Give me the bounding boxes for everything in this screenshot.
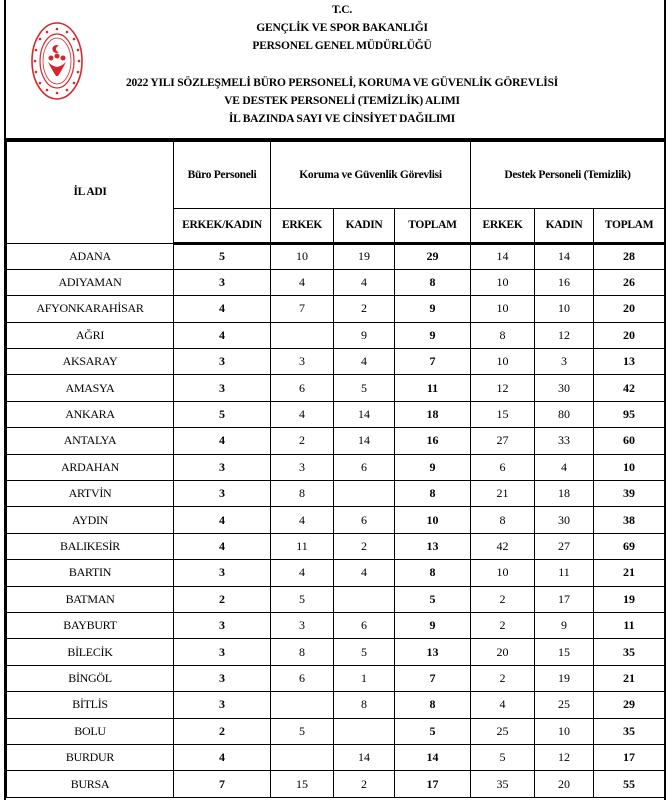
buro-erkek-kadin-cell: 4	[174, 744, 271, 770]
buro-erkek-kadin-cell: 5	[174, 401, 271, 427]
buro-erkek-kadin-cell: 4	[174, 507, 271, 533]
koruma-toplam-cell: 13	[395, 639, 471, 665]
document-title-line-3: İL BAZINDA SAYI VE CİNSİYET DAĞILIMI	[228, 113, 456, 125]
koruma-toplam-cell: 9	[395, 322, 471, 348]
koruma-erkek-cell: 8	[271, 639, 334, 665]
destek-toplam-cell: 20	[594, 296, 665, 322]
destek-kadin-cell: 14	[535, 243, 594, 269]
buro-erkek-kadin-cell: 3	[174, 375, 271, 401]
province-name-cell: BİNGÖL	[7, 665, 174, 691]
koruma-toplam-cell: 8	[395, 692, 471, 718]
destek-erkek-cell: 5	[471, 744, 535, 770]
koruma-kadin-cell: 14	[334, 428, 395, 454]
destek-toplam-cell: 95	[594, 401, 665, 427]
document-title-line-2: VE DESTEK PERSONELİ (TEMİZLİK) ALIMI	[224, 95, 460, 107]
table-row	[7, 349, 665, 375]
destek-kadin-cell: 3	[535, 349, 594, 375]
table-row	[7, 586, 665, 612]
province-name-cell: BATMAN	[7, 586, 174, 612]
column-header-koruma-erkek: ERKEK	[271, 208, 334, 243]
koruma-erkek-cell: 6	[271, 375, 334, 401]
destek-kadin-cell: 12	[535, 322, 594, 348]
buro-erkek-kadin-cell: 2	[174, 586, 271, 612]
destek-kadin-cell: 10	[535, 296, 594, 322]
buro-erkek-kadin-cell: 7	[174, 771, 271, 797]
destek-kadin-cell: 11	[535, 560, 594, 586]
koruma-erkek-cell: 3	[271, 349, 334, 375]
destek-kadin-cell: 10	[535, 718, 594, 744]
destek-toplam-cell: 19	[594, 586, 665, 612]
group-header-koruma: Koruma ve Güvenlik Görevlisi	[271, 141, 471, 208]
column-header-destek-erkek: ERKEK	[471, 208, 535, 243]
destek-erkek-cell: 6	[471, 454, 535, 480]
destek-toplam-cell: 21	[594, 560, 665, 586]
koruma-kadin-cell: 8	[334, 692, 395, 718]
buro-erkek-kadin-cell: 3	[174, 665, 271, 691]
province-name-cell: ARTVİN	[7, 481, 174, 507]
destek-toplam-cell: 17	[594, 744, 665, 770]
table-row	[7, 692, 665, 718]
destek-erkek-cell: 12	[471, 375, 535, 401]
destek-toplam-cell: 35	[594, 718, 665, 744]
koruma-erkek-cell: 11	[271, 533, 334, 559]
koruma-kadin-cell: 1	[334, 665, 395, 691]
destek-toplam-cell: 60	[594, 428, 665, 454]
destek-toplam-cell: 69	[594, 533, 665, 559]
destek-erkek-cell: 20	[471, 639, 535, 665]
document-header	[6, 0, 664, 140]
koruma-erkek-cell: 8	[271, 481, 334, 507]
province-name-cell: BAYBURT	[7, 612, 174, 638]
koruma-kadin-cell: 6	[334, 454, 395, 480]
province-name-cell: BİTLİS	[7, 692, 174, 718]
koruma-kadin-cell: 6	[334, 507, 395, 533]
koruma-erkek-cell: 2	[271, 428, 334, 454]
province-name-cell: ADIYAMAN	[7, 269, 174, 295]
header-line-department: PERSONEL GENEL MÜDÜRLÜĞÜ	[252, 40, 432, 52]
koruma-erkek-cell: 10	[271, 243, 334, 269]
destek-kadin-cell: 30	[535, 507, 594, 533]
koruma-toplam-cell: 17	[395, 771, 471, 797]
koruma-erkek-cell: 4	[271, 269, 334, 295]
koruma-erkek-cell: 3	[271, 454, 334, 480]
destek-erkek-cell: 21	[471, 481, 535, 507]
destek-kadin-cell: 20	[535, 771, 594, 797]
destek-erkek-cell: 2	[471, 612, 535, 638]
buro-erkek-kadin-cell: 3	[174, 612, 271, 638]
destek-erkek-cell: 10	[471, 560, 535, 586]
koruma-erkek-cell	[271, 744, 334, 770]
table-row	[7, 454, 665, 480]
group-header-destek: Destek Personeli (Temizlik)	[471, 141, 665, 208]
koruma-erkek-cell	[271, 692, 334, 718]
destek-erkek-cell: 10	[471, 349, 535, 375]
koruma-kadin-cell: 4	[334, 269, 395, 295]
koruma-toplam-cell: 5	[395, 586, 471, 612]
destek-kadin-cell: 15	[535, 639, 594, 665]
destek-kadin-cell: 12	[535, 744, 594, 770]
koruma-erkek-cell: 4	[271, 401, 334, 427]
koruma-toplam-cell: 7	[395, 665, 471, 691]
koruma-toplam-cell: 7	[395, 349, 471, 375]
koruma-kadin-cell: 2	[334, 533, 395, 559]
province-name-cell: BURSA	[7, 771, 174, 797]
koruma-kadin-cell: 5	[334, 639, 395, 665]
koruma-kadin-cell	[334, 718, 395, 744]
buro-erkek-kadin-cell: 3	[174, 349, 271, 375]
table-row	[7, 507, 665, 533]
destek-erkek-cell: 4	[471, 692, 535, 718]
koruma-erkek-cell: 5	[271, 718, 334, 744]
document-page	[4, 0, 666, 800]
table-row	[7, 612, 665, 638]
header-line-tc: T.C.	[331, 4, 353, 16]
koruma-erkek-cell: 4	[271, 560, 334, 586]
koruma-kadin-cell	[334, 586, 395, 612]
document-title-line-1: 2022 YILI SÖZLEŞMELİ BÜRO PERSONELİ, KORUMA VE GÜVENLİK GÖREVLİSİ	[125, 77, 559, 89]
buro-erkek-kadin-cell: 3	[174, 692, 271, 718]
province-name-cell: AKSARAY	[7, 349, 174, 375]
column-header-il-adi: İL ADI	[7, 141, 174, 243]
koruma-kadin-cell: 4	[334, 560, 395, 586]
destek-toplam-cell: 42	[594, 375, 665, 401]
table-row	[7, 665, 665, 691]
province-name-cell: ANKARA	[7, 401, 174, 427]
buro-erkek-kadin-cell: 4	[174, 322, 271, 348]
koruma-toplam-cell: 5	[395, 718, 471, 744]
destek-erkek-cell: 14	[471, 243, 535, 269]
buro-erkek-kadin-cell: 5	[174, 243, 271, 269]
column-header-destek-toplam: TOPLAM	[594, 208, 665, 243]
buro-erkek-kadin-cell: 3	[174, 481, 271, 507]
koruma-erkek-cell	[271, 322, 334, 348]
group-header-buro: Büro Personeli	[174, 141, 271, 208]
destek-toplam-cell: 55	[594, 771, 665, 797]
table-row	[7, 428, 665, 454]
koruma-erkek-cell: 6	[271, 665, 334, 691]
table-row	[7, 243, 665, 269]
header-line-ministry: GENÇLİK VE SPOR BAKANLIĞI	[256, 22, 428, 34]
province-name-cell: BARTIN	[7, 560, 174, 586]
destek-toplam-cell: 35	[594, 639, 665, 665]
koruma-toplam-cell: 18	[395, 401, 471, 427]
koruma-kadin-cell: 14	[334, 744, 395, 770]
destek-kadin-cell: 9	[535, 612, 594, 638]
destek-kadin-cell: 4	[535, 454, 594, 480]
province-name-cell: AĞRI	[7, 322, 174, 348]
buro-erkek-kadin-cell: 4	[174, 428, 271, 454]
table-row	[7, 771, 665, 797]
buro-erkek-kadin-cell: 4	[174, 296, 271, 322]
province-name-cell: AFYONKARAHİSAR	[7, 296, 174, 322]
table-row	[7, 744, 665, 770]
koruma-toplam-cell: 10	[395, 507, 471, 533]
koruma-toplam-cell: 29	[395, 243, 471, 269]
destek-kadin-cell: 19	[535, 665, 594, 691]
table-row	[7, 269, 665, 295]
koruma-erkek-cell: 5	[271, 586, 334, 612]
koruma-toplam-cell: 8	[395, 269, 471, 295]
destek-erkek-cell: 27	[471, 428, 535, 454]
koruma-toplam-cell: 16	[395, 428, 471, 454]
column-header-destek-kadin: KADIN	[535, 208, 594, 243]
table-row	[7, 718, 665, 744]
koruma-toplam-cell: 11	[395, 375, 471, 401]
destek-erkek-cell: 35	[471, 771, 535, 797]
destek-erkek-cell: 15	[471, 401, 535, 427]
koruma-erkek-cell: 7	[271, 296, 334, 322]
destek-erkek-cell: 10	[471, 269, 535, 295]
destek-erkek-cell: 25	[471, 718, 535, 744]
table-row	[7, 481, 665, 507]
destek-kadin-cell: 33	[535, 428, 594, 454]
destek-erkek-cell: 42	[471, 533, 535, 559]
koruma-toplam-cell: 9	[395, 296, 471, 322]
destek-toplam-cell: 38	[594, 507, 665, 533]
destek-kadin-cell: 18	[535, 481, 594, 507]
destek-toplam-cell: 21	[594, 665, 665, 691]
destek-toplam-cell: 13	[594, 349, 665, 375]
destek-erkek-cell: 2	[471, 665, 535, 691]
destek-toplam-cell: 28	[594, 243, 665, 269]
koruma-kadin-cell: 9	[334, 322, 395, 348]
destek-toplam-cell: 20	[594, 322, 665, 348]
buro-erkek-kadin-cell: 3	[174, 560, 271, 586]
destek-toplam-cell: 26	[594, 269, 665, 295]
buro-erkek-kadin-cell: 3	[174, 454, 271, 480]
province-distribution-table	[6, 140, 665, 798]
destek-erkek-cell: 10	[471, 296, 535, 322]
column-header-koruma-toplam: TOPLAM	[395, 208, 471, 243]
buro-erkek-kadin-cell: 3	[174, 269, 271, 295]
destek-erkek-cell: 8	[471, 507, 535, 533]
province-name-cell: AMASYA	[7, 375, 174, 401]
province-name-cell: AYDIN	[7, 507, 174, 533]
destek-kadin-cell: 30	[535, 375, 594, 401]
koruma-kadin-cell: 19	[334, 243, 395, 269]
koruma-toplam-cell: 9	[395, 454, 471, 480]
table-row	[7, 322, 665, 348]
koruma-erkek-cell: 4	[271, 507, 334, 533]
destek-kadin-cell: 16	[535, 269, 594, 295]
table-row	[7, 639, 665, 665]
province-name-cell: BURDUR	[7, 744, 174, 770]
koruma-kadin-cell: 5	[334, 375, 395, 401]
destek-toplam-cell: 10	[594, 454, 665, 480]
koruma-toplam-cell: 8	[395, 560, 471, 586]
destek-toplam-cell: 11	[594, 612, 665, 638]
koruma-kadin-cell: 4	[334, 349, 395, 375]
koruma-kadin-cell: 6	[334, 612, 395, 638]
province-name-cell: BOLU	[7, 718, 174, 744]
koruma-erkek-cell: 15	[271, 771, 334, 797]
koruma-kadin-cell: 14	[334, 401, 395, 427]
koruma-kadin-cell: 2	[334, 296, 395, 322]
destek-toplam-cell: 39	[594, 481, 665, 507]
table-row	[7, 401, 665, 427]
column-header-buro-erkek-kadin: ERKEK/KADIN	[174, 208, 271, 243]
koruma-kadin-cell	[334, 481, 395, 507]
table-row	[7, 560, 665, 586]
buro-erkek-kadin-cell: 3	[174, 639, 271, 665]
destek-kadin-cell: 25	[535, 692, 594, 718]
province-name-cell: BİLECİK	[7, 639, 174, 665]
buro-erkek-kadin-cell: 4	[174, 533, 271, 559]
destek-toplam-cell: 29	[594, 692, 665, 718]
koruma-toplam-cell: 8	[395, 481, 471, 507]
koruma-toplam-cell: 14	[395, 744, 471, 770]
destek-kadin-cell: 80	[535, 401, 594, 427]
province-name-cell: BALIKESİR	[7, 533, 174, 559]
buro-erkek-kadin-cell: 2	[174, 718, 271, 744]
destek-kadin-cell: 17	[535, 586, 594, 612]
destek-erkek-cell: 2	[471, 586, 535, 612]
province-name-cell: ANTALYA	[7, 428, 174, 454]
table-row	[7, 533, 665, 559]
table-row	[7, 296, 665, 322]
koruma-toplam-cell: 9	[395, 612, 471, 638]
koruma-erkek-cell: 3	[271, 612, 334, 638]
column-header-koruma-kadin: KADIN	[334, 208, 395, 243]
table-row	[7, 375, 665, 401]
destek-kadin-cell: 27	[535, 533, 594, 559]
koruma-toplam-cell: 13	[395, 533, 471, 559]
koruma-kadin-cell: 2	[334, 771, 395, 797]
province-name-cell: ARDAHAN	[7, 454, 174, 480]
destek-erkek-cell: 8	[471, 322, 535, 348]
province-name-cell: ADANA	[7, 243, 174, 269]
